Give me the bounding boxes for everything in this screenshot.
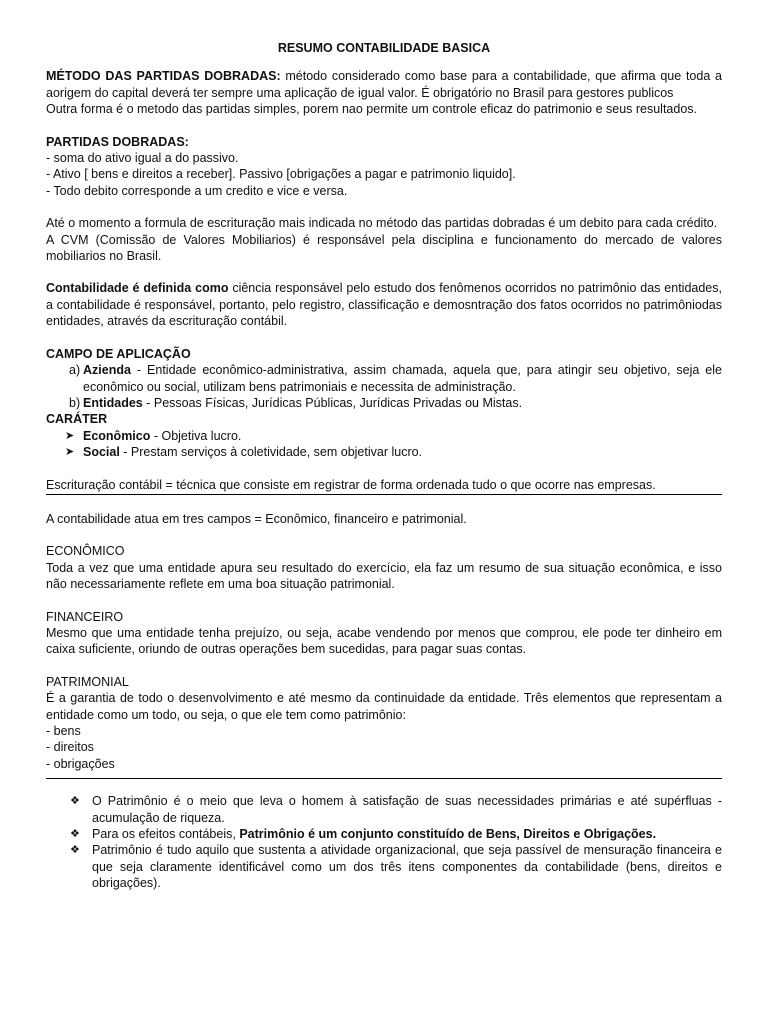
list-item (46, 362, 722, 395)
item-text: O Patrimônio é o meio que leva o homem à satisfação de suas necessidades primárias e até supérfluas - acumulação de riqueza. (92, 794, 722, 825)
item-text: Para os efeitos contábeis, (92, 827, 240, 842)
financeiro-paragraph: Mesmo que uma entidade tenha prejuízo, ou seja, acabe vendendo por menos que comprou, ele pode ter dinheiro em caixa suficiente, oriundo de outras operações bem sucedidas, para pagar suas contas. (46, 625, 722, 657)
cvm-paragraph: A CVM (Comissão de Valores Mobiliarios) é responsável pela disciplina e funcionamento do mercado de valores mobiliarios no Brasil. (46, 232, 722, 264)
list-marker: a) (69, 363, 81, 378)
patrimonial-item: - obrigações (46, 756, 115, 771)
item-text: - Entidade econômico-administrativa, assim chamada, aquela que, para atingir seu objetivo, seja ele econômico ou social, utilizam bens patrimoniais e necessita de administração. (83, 363, 722, 394)
list-item (46, 826, 722, 842)
list-item (46, 793, 722, 826)
document-title: RESUMO CONTABILIDADE BASICA (277, 41, 491, 55)
partidas-heading-text: PARTIDAS DOBRADAS: (46, 134, 189, 149)
patrimonial-item: - direitos (46, 740, 94, 755)
item-bold-text: Patrimônio é um conjunto constituído de Bens, Direitos e Obrigações. (239, 827, 657, 842)
arrow-bullet-icon: ➤ (65, 446, 75, 459)
contabilidade-paragraph (46, 280, 722, 329)
list-item (46, 444, 722, 460)
economico-paragraph: Toda a vez que uma entidade apura seu resultado do exercício, ela faz um resumo de sua situação econômica, e isso não necessariamente reflete em uma boa situação patrimonial. (46, 560, 722, 592)
list-item (46, 842, 722, 891)
diamond-bullet-icon: ❖ (70, 795, 80, 808)
item-text: - Pessoas Físicas, Jurídicas Públicas, Jurídicas Privadas ou Mistas. (142, 395, 523, 410)
partidas-item: - Todo debito corresponde a um credito e vice e versa. (46, 183, 348, 198)
partidas-item: - soma do ativo igual a do passivo. (46, 151, 239, 166)
item-text: - Objetiva lucro. (150, 428, 242, 443)
patrimonial-paragraph: É a garantia de todo o desenvolvimento e até mesmo da continuidade da entidade. Três elementos que representam a entidade como um todo, ou seja, o que ele tem como patrimônio: (46, 691, 722, 722)
section-divider (46, 778, 722, 779)
diamond-bullet-icon: ❖ (70, 844, 80, 857)
formula-paragraph: Até o momento a formula de escrituração mais indicada no método das partidas dobradas é um debito para cada crédito. (46, 216, 718, 231)
carater-list (46, 428, 722, 461)
partidas-item: - Ativo [ bens e direitos a receber]. Passivo [obrigações a pagar e patrimonio liquido]. (46, 167, 516, 182)
item-label: Azienda (83, 363, 131, 378)
list-item (46, 395, 722, 411)
list-marker: b) (69, 395, 81, 410)
metodo-text: método considerado como base para a contabilidade, que afirma que toda a aorigem do capital deverá ter sempre uma aplicação de igual valor. É obrigatório no Brasil para gestores publicos (46, 69, 722, 100)
diamond-bullet-icon: ❖ (70, 828, 80, 841)
partidas-heading (46, 134, 722, 150)
escrituracao-label: Escrituração contábil (46, 477, 163, 492)
item-text: é tudo aquilo que sustenta a atividade organizacional, que seja passível de mensuração financeira e que seja claramente identificável como um dos três itens componentes da contabilidade (bens, direitos e obrigações). (92, 843, 722, 891)
economico-heading: ECONÔMICO (46, 544, 125, 559)
item-label: Entidades (83, 395, 143, 410)
item-label: Patrimônio (92, 843, 152, 858)
campos-paragraph: A contabilidade atua em tres campos = Econômico, financeiro e patrimonial. (46, 511, 467, 526)
carater-heading (46, 411, 722, 427)
outra-forma-paragraph: Outra forma é o metodo das partidas simples, porem nao permite um controle eficaz do patrimonio e seus resultados. (46, 102, 698, 117)
arrow-bullet-icon: ➤ (65, 429, 75, 442)
escrituracao-paragraph (46, 477, 722, 495)
escrituracao-text: = técnica que consiste em registrar de forma ordenada tudo o que ocorre nas empresas. (162, 477, 656, 492)
document-page (46, 40, 722, 892)
notas-list (46, 793, 722, 891)
carater-heading-text: CARÁTER (46, 412, 108, 427)
financeiro-heading: FINANCEIRO (46, 609, 124, 624)
list-item (46, 428, 722, 444)
item-label: Econômico (83, 428, 151, 443)
campo-list (46, 362, 722, 411)
campo-heading-text: CAMPO DE APLICAÇÃO (46, 346, 191, 361)
contabilidade-label: Contabilidade é definida como (46, 281, 229, 296)
patrimonial-heading: PATRIMONIAL (46, 674, 129, 689)
metodo-paragraph (46, 68, 722, 101)
item-text: - Prestam serviços à coletividade, sem objetivar lucro. (119, 445, 423, 460)
item-label: Social (83, 445, 120, 460)
contabilidade-text: ciência responsável pelo estudo dos fenômenos ocorridos no patrimônio das entidades, a contabilidade é responsável, portanto, pelo registro, classificação e demosntração dos fatos ocorridos no patrimôniodas entidades, através da escrituração contábil. (46, 281, 722, 329)
metodo-label: MÉTODO DAS PARTIDAS DOBRADAS: (46, 69, 281, 84)
campo-heading (46, 346, 722, 362)
patrimonial-item: - bens (46, 724, 81, 738)
